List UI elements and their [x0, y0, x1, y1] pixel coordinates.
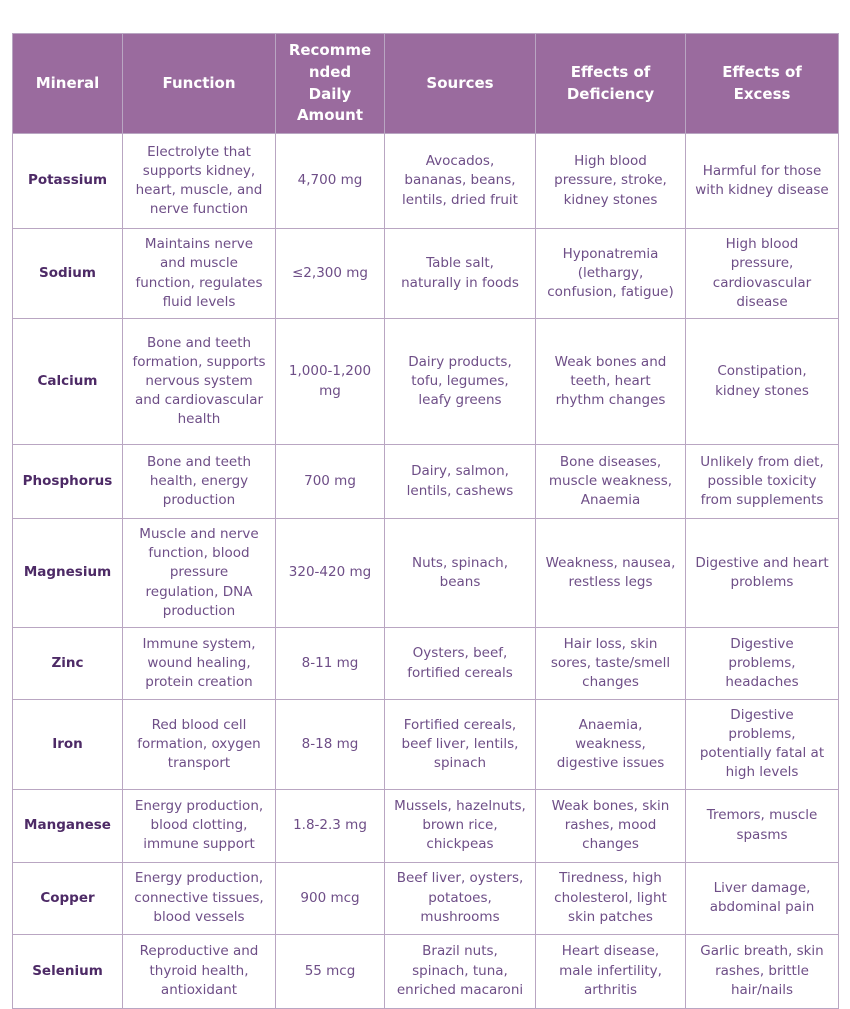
- minerals-table: [12, 33, 839, 1009]
- sources-cell: Oysters, beef, fortified cereals: [385, 628, 536, 700]
- column-header-mineral: Mineral: [13, 34, 123, 134]
- table-row-phosphorus: [13, 445, 839, 519]
- mineral-name: Iron: [13, 700, 123, 790]
- mineral-name: Manganese: [13, 789, 123, 862]
- amount-cell: ≤2,300 mg: [276, 229, 385, 319]
- amount-cell: 900 mcg: [276, 862, 385, 934]
- mineral-name: Selenium: [13, 934, 123, 1008]
- excess-cell: Harmful for those with kidney disease: [686, 134, 839, 229]
- table-body: [13, 134, 839, 1009]
- column-header-effects-of-deficiency: Effects of Deficiency: [536, 34, 686, 134]
- deficiency-cell: Weakness, nausea, restless legs: [536, 519, 686, 628]
- header-row: [13, 34, 839, 134]
- function-cell: Red blood cell formation, oxygen transport: [123, 700, 276, 790]
- mineral-name: Magnesium: [13, 519, 123, 628]
- table-header: [13, 34, 839, 134]
- sources-cell: Dairy, salmon, lentils, cashews: [385, 445, 536, 519]
- excess-cell: Tremors, muscle spasms: [686, 789, 839, 862]
- column-header-recommended-daily-amount: Recommended Daily Amount: [276, 34, 385, 134]
- sources-cell: Fortified cereals, beef liver, lentils, spinach: [385, 700, 536, 790]
- mineral-name: Calcium: [13, 319, 123, 445]
- sources-cell: Nuts, spinach, beans: [385, 519, 536, 628]
- column-header-sources: Sources: [385, 34, 536, 134]
- mineral-name: Potassium: [13, 134, 123, 229]
- excess-cell: Digestive and heart problems: [686, 519, 839, 628]
- excess-cell: Constipation, kidney stones: [686, 319, 839, 445]
- function-cell: Electrolyte that supports kidney, heart, muscle, and nerve function: [123, 134, 276, 229]
- function-cell: Reproductive and thyroid health, antioxidant: [123, 934, 276, 1008]
- mineral-name: Phosphorus: [13, 445, 123, 519]
- table-row-calcium: [13, 319, 839, 445]
- deficiency-cell: Heart disease, male infertility, arthritis: [536, 934, 686, 1008]
- table-row-iron: [13, 700, 839, 790]
- excess-cell: High blood pressure, cardiovascular disease: [686, 229, 839, 319]
- mineral-name: Sodium: [13, 229, 123, 319]
- deficiency-cell: Weak bones and teeth, heart rhythm changes: [536, 319, 686, 445]
- amount-cell: 8-11 mg: [276, 628, 385, 700]
- function-cell: Maintains nerve and muscle function, regulates fluid levels: [123, 229, 276, 319]
- table-row-zinc: [13, 628, 839, 700]
- sources-cell: Avocados, bananas, beans, lentils, dried fruit: [385, 134, 536, 229]
- excess-cell: Digestive problems, potentially fatal at high levels: [686, 700, 839, 790]
- deficiency-cell: Tiredness, high cholesterol, light skin patches: [536, 862, 686, 934]
- deficiency-cell: Bone diseases, muscle weakness, Anaemia: [536, 445, 686, 519]
- column-header-function: Function: [123, 34, 276, 134]
- excess-cell: Digestive problems, headaches: [686, 628, 839, 700]
- sources-cell: Mussels, hazelnuts, brown rice, chickpeas: [385, 789, 536, 862]
- table-row-manganese: [13, 789, 839, 862]
- mineral-name: Copper: [13, 862, 123, 934]
- excess-cell: Unlikely from diet, possible toxicity from supplements: [686, 445, 839, 519]
- table-row-magnesium: [13, 519, 839, 628]
- deficiency-cell: Anaemia, weakness, digestive issues: [536, 700, 686, 790]
- function-cell: Energy production, connective tissues, blood vessels: [123, 862, 276, 934]
- function-cell: Bone and teeth health, energy production: [123, 445, 276, 519]
- function-cell: Bone and teeth formation, supports nervous system and cardiovascular health: [123, 319, 276, 445]
- amount-cell: 700 mg: [276, 445, 385, 519]
- deficiency-cell: Weak bones, skin rashes, mood changes: [536, 789, 686, 862]
- table-row-copper: [13, 862, 839, 934]
- deficiency-cell: High blood pressure, stroke, kidney stones: [536, 134, 686, 229]
- amount-cell: 4,700 mg: [276, 134, 385, 229]
- column-header-effects-of-excess: Effects of Excess: [686, 34, 839, 134]
- amount-cell: 320-420 mg: [276, 519, 385, 628]
- table-row-selenium: [13, 934, 839, 1008]
- sources-cell: Brazil nuts, spinach, tuna, enriched macaroni: [385, 934, 536, 1008]
- function-cell: Energy production, blood clotting, immune support: [123, 789, 276, 862]
- function-cell: Immune system, wound healing, protein creation: [123, 628, 276, 700]
- excess-cell: Liver damage, abdominal pain: [686, 862, 839, 934]
- deficiency-cell: Hair loss, skin sores, taste/smell changes: [536, 628, 686, 700]
- table-row-sodium: [13, 229, 839, 319]
- function-cell: Muscle and nerve function, blood pressure regulation, DNA production: [123, 519, 276, 628]
- deficiency-cell: Hyponatremia (lethargy, confusion, fatigue): [536, 229, 686, 319]
- sources-cell: Beef liver, oysters, potatoes, mushrooms: [385, 862, 536, 934]
- mineral-name: Zinc: [13, 628, 123, 700]
- sources-cell: Dairy products, tofu, legumes, leafy greens: [385, 319, 536, 445]
- sources-cell: Table salt, naturally in foods: [385, 229, 536, 319]
- excess-cell: Garlic breath, skin rashes, brittle hair/nails: [686, 934, 839, 1008]
- amount-cell: 1,000-1,200 mg: [276, 319, 385, 445]
- amount-cell: 55 mcg: [276, 934, 385, 1008]
- amount-cell: 1.8-2.3 mg: [276, 789, 385, 862]
- table-row-potassium: [13, 134, 839, 229]
- amount-cell: 8-18 mg: [276, 700, 385, 790]
